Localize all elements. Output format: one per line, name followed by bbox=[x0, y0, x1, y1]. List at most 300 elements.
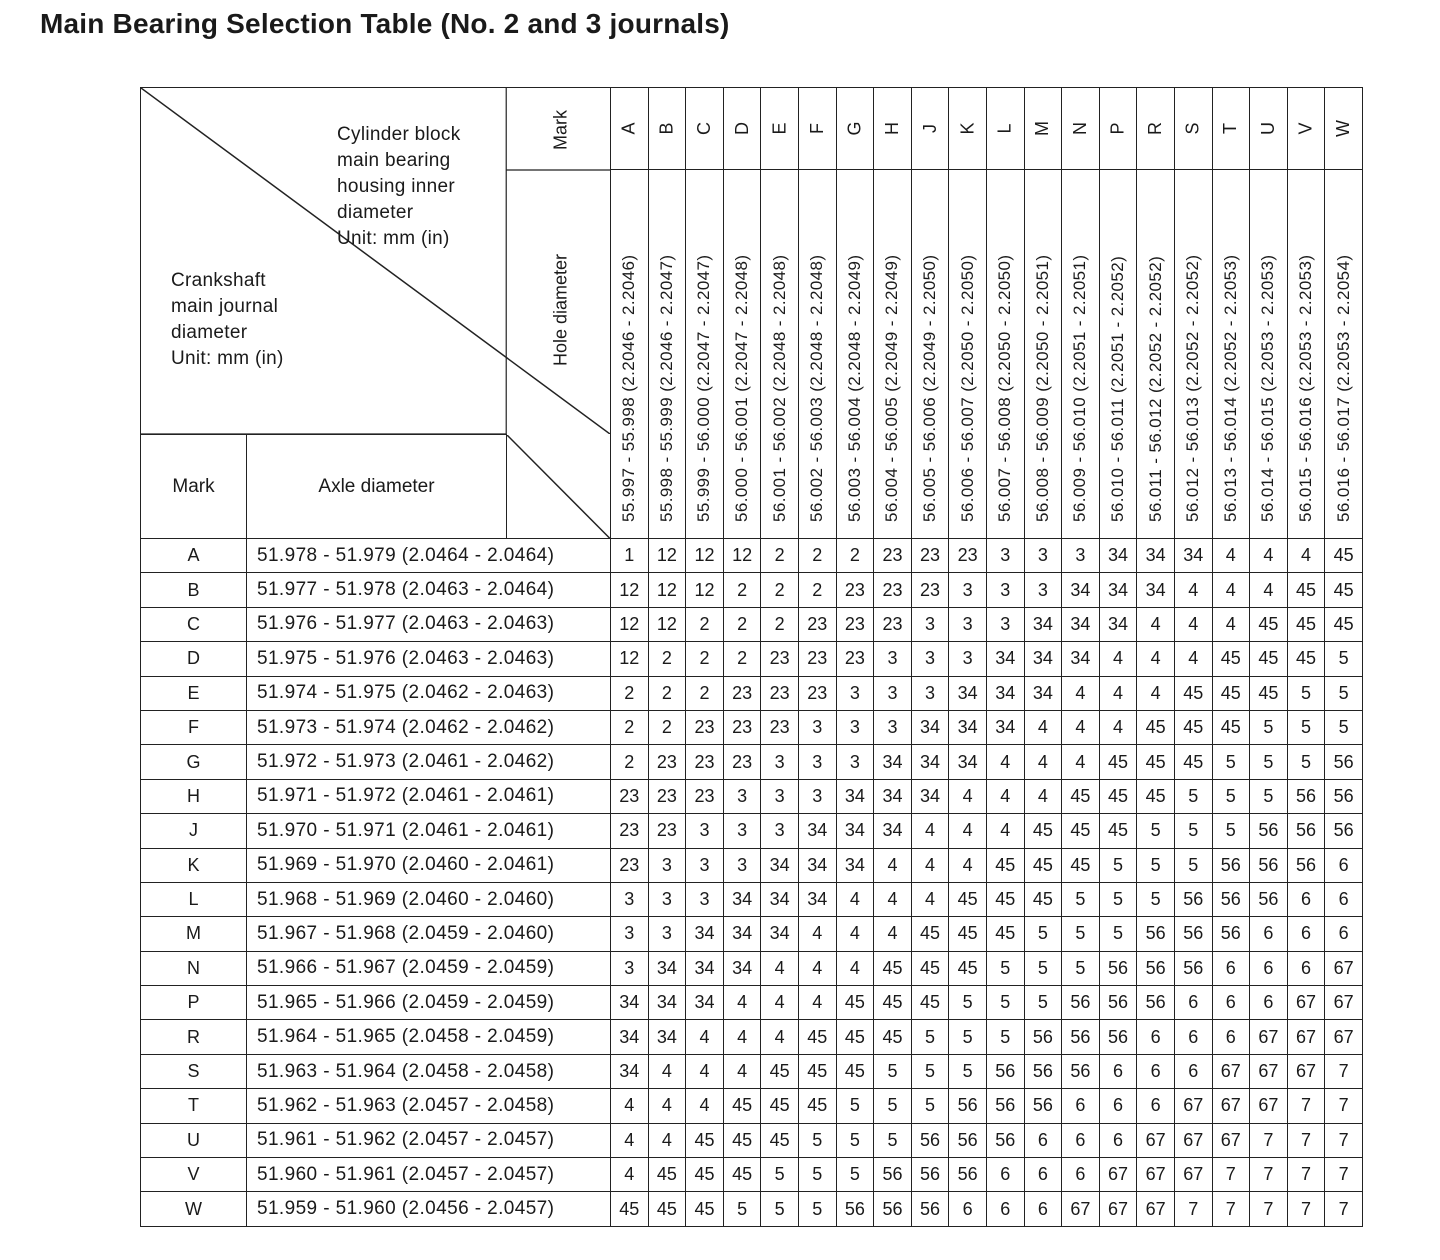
bearing-grade-cell: 34 bbox=[911, 779, 949, 813]
bearing-grade-cell: 4 bbox=[723, 1020, 761, 1054]
bearing-grade-cell: 6 bbox=[1099, 1123, 1137, 1157]
bearing-grade-cell: 6 bbox=[1250, 951, 1288, 985]
bearing-grade-cell: 3 bbox=[648, 882, 686, 916]
table-row bbox=[141, 539, 1363, 573]
corner-diagonal-tail bbox=[507, 435, 611, 539]
bearing-grade-cell: 5 bbox=[798, 1158, 836, 1192]
column-mark-text: T bbox=[1220, 123, 1241, 134]
bearing-grade-cell: 45 bbox=[836, 1020, 874, 1054]
bearing-grade-cell: 6 bbox=[1174, 1054, 1212, 1088]
bearing-grade-cell: 45 bbox=[1024, 882, 1062, 916]
bearing-grade-cell: 4 bbox=[1287, 539, 1325, 573]
bearing-grade-cell: 3 bbox=[874, 642, 912, 676]
bearing-grade-cell: 4 bbox=[798, 951, 836, 985]
row-mark: W bbox=[141, 1192, 247, 1226]
bearing-grade-cell: 6 bbox=[1287, 882, 1325, 916]
bearing-grade-cell: 5 bbox=[1024, 986, 1062, 1020]
bearing-grade-cell: 4 bbox=[1250, 539, 1288, 573]
bearing-grade-cell: 67 bbox=[1325, 951, 1363, 985]
bearing-grade-cell: 23 bbox=[836, 607, 874, 641]
bearing-grade-cell: 45 bbox=[723, 1123, 761, 1157]
bearing-grade-cell: 4 bbox=[1212, 539, 1250, 573]
row-axle-diameter: 51.970 - 51.971 (2.0461 - 2.0461) bbox=[247, 814, 611, 848]
bearing-grade-cell: 5 bbox=[911, 1054, 949, 1088]
cylinder-lines-line: diameter bbox=[337, 202, 414, 223]
bearing-grade-cell: 3 bbox=[874, 710, 912, 744]
bearing-grade-cell: 34 bbox=[611, 986, 649, 1020]
column-mark-text: U bbox=[1257, 122, 1278, 135]
bearing-grade-cell: 4 bbox=[1174, 642, 1212, 676]
bearing-grade-cell: 45 bbox=[1250, 642, 1288, 676]
row-axle-diameter: 51.973 - 51.974 (2.0462 - 2.0462) bbox=[247, 710, 611, 744]
bearing-grade-cell: 5 bbox=[1325, 676, 1363, 710]
bearing-grade-cell: 34 bbox=[686, 951, 724, 985]
bearing-grade-cell: 2 bbox=[723, 642, 761, 676]
bearing-grade-cell: 45 bbox=[1325, 539, 1363, 573]
bearing-grade-cell: 45 bbox=[836, 1054, 874, 1088]
column-mark-text: L bbox=[994, 123, 1015, 134]
bearing-grade-cell: 4 bbox=[1212, 573, 1250, 607]
column-mark-header: Mark bbox=[550, 110, 571, 150]
row-mark: L bbox=[141, 882, 247, 916]
bearing-grade-cell: 4 bbox=[986, 779, 1024, 813]
bearing-grade-cell: 23 bbox=[686, 745, 724, 779]
bearing-grade-cell: 4 bbox=[1174, 573, 1212, 607]
row-axle-diameter: 51.961 - 51.962 (2.0457 - 2.0457) bbox=[247, 1123, 611, 1157]
bearing-grade-cell: 4 bbox=[1099, 642, 1137, 676]
bearing-grade-cell: 45 bbox=[911, 951, 949, 985]
bearing-grade-cell: 34 bbox=[986, 676, 1024, 710]
bearing-grade-cell: 6 bbox=[949, 1192, 987, 1226]
bearing-grade-cell: 45 bbox=[723, 1089, 761, 1123]
bearing-grade-cell: 5 bbox=[1212, 779, 1250, 813]
bearing-grade-cell: 45 bbox=[1287, 573, 1325, 607]
row-mark: S bbox=[141, 1054, 247, 1088]
bearing-grade-cell: 3 bbox=[911, 676, 949, 710]
bearing-grade-cell: 34 bbox=[723, 882, 761, 916]
bearing-grade-cell: 5 bbox=[1062, 917, 1100, 951]
bearing-grade-cell: 45 bbox=[686, 1123, 724, 1157]
row-axle-diameter: 51.963 - 51.964 (2.0458 - 2.0458) bbox=[247, 1054, 611, 1088]
bearing-grade-cell: 56 bbox=[1325, 779, 1363, 813]
column-hole-diameter-r bbox=[1137, 170, 1175, 539]
column-mark-d bbox=[723, 88, 761, 170]
crankshaft-label bbox=[171, 268, 284, 372]
bearing-grade-cell: 56 bbox=[1024, 1089, 1062, 1123]
row-mark: C bbox=[141, 607, 247, 641]
bearing-grade-cell: 56 bbox=[1212, 917, 1250, 951]
row-mark: J bbox=[141, 814, 247, 848]
column-hole-diameter-text: 56.002 - 56.003 (2.2048 - 2.2048) bbox=[807, 254, 827, 522]
bearing-grade-cell: 67 bbox=[1212, 1123, 1250, 1157]
bearing-grade-cell: 6 bbox=[1287, 951, 1325, 985]
bearing-grade-cell: 34 bbox=[723, 917, 761, 951]
bearing-grade-cell: 45 bbox=[723, 1158, 761, 1192]
column-hole-diameter-text: 55.997 - 55.998 (2.2046 - 2.2046) bbox=[619, 254, 639, 522]
column-hole-diameter-p bbox=[1099, 170, 1137, 539]
bearing-grade-cell: 56 bbox=[1062, 1020, 1100, 1054]
bearing-grade-cell: 4 bbox=[648, 1054, 686, 1088]
bearing-grade-cell: 45 bbox=[798, 1020, 836, 1054]
row-axle-diameter: 51.966 - 51.967 (2.0459 - 2.0459) bbox=[247, 951, 611, 985]
bearing-grade-cell: 23 bbox=[911, 539, 949, 573]
bearing-grade-cell: 45 bbox=[761, 1054, 799, 1088]
bearing-grade-cell: 4 bbox=[1062, 745, 1100, 779]
column-hole-diameter-text: 56.000 - 56.001 (2.2047 - 2.2048) bbox=[732, 254, 752, 522]
cylinder-lines-line: Cylinder block bbox=[337, 124, 461, 145]
column-hole-diameter-d bbox=[723, 170, 761, 539]
column-mark-text: B bbox=[656, 122, 677, 135]
column-mark-text: S bbox=[1182, 122, 1203, 135]
bearing-grade-cell: 34 bbox=[686, 917, 724, 951]
bearing-grade-cell: 23 bbox=[761, 676, 799, 710]
column-hole-diameter-text: 56.007 - 56.008 (2.2050 - 2.2050) bbox=[995, 254, 1015, 522]
bearing-grade-cell: 6 bbox=[1325, 848, 1363, 882]
bearing-grade-cell: 67 bbox=[1137, 1123, 1175, 1157]
table-row bbox=[141, 1192, 1363, 1226]
bearing-grade-cell: 3 bbox=[798, 710, 836, 744]
bearing-grade-cell: 45 bbox=[648, 1192, 686, 1226]
row-axle-diameter: 51.962 - 51.963 (2.0457 - 2.0458) bbox=[247, 1089, 611, 1123]
column-mark-w bbox=[1325, 88, 1363, 170]
bearing-grade-cell: 56 bbox=[1287, 848, 1325, 882]
bearing-grade-cell: 7 bbox=[1287, 1192, 1325, 1226]
bearing-grade-cell: 7 bbox=[1325, 1123, 1363, 1157]
cylinder-lines-line: housing inner bbox=[337, 176, 455, 197]
table-row bbox=[141, 607, 1363, 641]
bearing-grade-cell: 4 bbox=[798, 917, 836, 951]
bearing-grade-cell: 4 bbox=[1062, 676, 1100, 710]
bearing-grade-cell: 56 bbox=[1099, 951, 1137, 985]
bearing-grade-cell: 67 bbox=[1250, 1089, 1288, 1123]
bearing-grade-cell: 4 bbox=[1137, 607, 1175, 641]
bearing-grade-cell: 56 bbox=[1137, 986, 1175, 1020]
bearing-grade-cell: 67 bbox=[1062, 1192, 1100, 1226]
bearing-grade-cell: 7 bbox=[1212, 1192, 1250, 1226]
row-axle-diameter: 51.960 - 51.961 (2.0457 - 2.0457) bbox=[247, 1158, 611, 1192]
bearing-grade-cell: 34 bbox=[798, 882, 836, 916]
bearing-grade-cell: 45 bbox=[1250, 607, 1288, 641]
bearing-grade-cell: 45 bbox=[1099, 745, 1137, 779]
bearing-grade-cell: 4 bbox=[836, 917, 874, 951]
column-hole-diameter-text: 56.010 - 56.011 (2.2051 - 2.2052) bbox=[1108, 255, 1128, 522]
column-mark-text: H bbox=[881, 122, 902, 135]
bearing-grade-cell: 56 bbox=[911, 1158, 949, 1192]
bearing-grade-cell: 67 bbox=[1287, 986, 1325, 1020]
bearing-grade-cell: 56 bbox=[1250, 882, 1288, 916]
bearing-grade-cell: 12 bbox=[723, 539, 761, 573]
bearing-grade-cell: 4 bbox=[836, 882, 874, 916]
column-hole-diameter-text: 56.001 - 56.002 (2.2048 - 2.2048) bbox=[769, 254, 789, 522]
bearing-grade-cell: 7 bbox=[1174, 1192, 1212, 1226]
column-mark-text: R bbox=[1145, 122, 1166, 135]
bearing-grade-cell: 4 bbox=[874, 848, 912, 882]
cylinder-lines-line: Unit: mm (in) bbox=[337, 228, 450, 249]
bearing-grade-cell: 45 bbox=[761, 1123, 799, 1157]
crank-lines-line: Crankshaft bbox=[171, 270, 266, 291]
bearing-grade-cell: 2 bbox=[686, 642, 724, 676]
bearing-grade-cell: 3 bbox=[911, 607, 949, 641]
bearing-grade-cell: 12 bbox=[611, 607, 649, 641]
page-title: Main Bearing Selection Table (No. 2 and 3 journals) bbox=[40, 8, 730, 39]
bearing-grade-cell: 2 bbox=[648, 676, 686, 710]
bearing-grade-cell: 5 bbox=[1250, 779, 1288, 813]
column-hole-diameter-n bbox=[1062, 170, 1100, 539]
bearing-grade-cell: 5 bbox=[1174, 848, 1212, 882]
bearing-grade-cell: 67 bbox=[1212, 1054, 1250, 1088]
column-mark-n bbox=[1062, 88, 1100, 170]
bearing-grade-cell: 3 bbox=[836, 710, 874, 744]
column-mark-text: J bbox=[919, 124, 940, 133]
bearing-grade-cell: 56 bbox=[949, 1158, 987, 1192]
bearing-grade-cell: 23 bbox=[686, 710, 724, 744]
bearing-grade-cell: 34 bbox=[686, 986, 724, 1020]
bearing-grade-cell: 45 bbox=[986, 882, 1024, 916]
bearing-grade-cell: 56 bbox=[836, 1192, 874, 1226]
bearing-grade-cell: 3 bbox=[723, 779, 761, 813]
bearing-grade-cell: 3 bbox=[836, 676, 874, 710]
row-mark: F bbox=[141, 710, 247, 744]
bearing-grade-cell: 2 bbox=[611, 710, 649, 744]
row-mark: U bbox=[141, 1123, 247, 1157]
bearing-grade-cell: 56 bbox=[911, 1123, 949, 1157]
bearing-grade-cell: 56 bbox=[1174, 917, 1212, 951]
bearing-grade-cell: 34 bbox=[761, 848, 799, 882]
table-row bbox=[141, 1089, 1363, 1123]
bearing-grade-cell: 4 bbox=[949, 848, 987, 882]
bearing-grade-cell: 67 bbox=[1325, 986, 1363, 1020]
column-mark-v bbox=[1287, 88, 1325, 170]
bearing-grade-cell: 34 bbox=[611, 1020, 649, 1054]
bearing-grade-cell: 23 bbox=[686, 779, 724, 813]
table-row bbox=[141, 710, 1363, 744]
bearing-grade-cell: 4 bbox=[761, 1020, 799, 1054]
bearing-grade-cell: 1 bbox=[611, 539, 649, 573]
bearing-grade-cell: 3 bbox=[949, 573, 987, 607]
column-hole-diameter-text: 56.012 - 56.013 (2.2052 - 2.2052) bbox=[1183, 254, 1203, 522]
column-mark-e bbox=[761, 88, 799, 170]
column-mark-text: W bbox=[1333, 120, 1354, 137]
column-hole-diameter-text: 56.008 - 56.009 (2.2050 - 2.2051) bbox=[1032, 254, 1052, 522]
table-row bbox=[141, 882, 1363, 916]
bearing-grade-cell: 5 bbox=[986, 1020, 1024, 1054]
bearing-grade-cell: 5 bbox=[761, 1192, 799, 1226]
row-mark: V bbox=[141, 1158, 247, 1192]
column-mark-a bbox=[611, 88, 649, 170]
bearing-grade-cell: 3 bbox=[874, 676, 912, 710]
bearing-grade-cell: 2 bbox=[798, 539, 836, 573]
column-hole-diameter-text: 56.016 - 56.017 (2.2053 - 2.2054) bbox=[1333, 254, 1353, 522]
diagonal-tail-line bbox=[507, 435, 610, 539]
row-mark: N bbox=[141, 951, 247, 985]
bearing-grade-cell: 7 bbox=[1287, 1089, 1325, 1123]
row-axle-diameter: 51.968 - 51.969 (2.0460 - 2.0460) bbox=[247, 882, 611, 916]
bearing-grade-cell: 56 bbox=[986, 1089, 1024, 1123]
column-mark-text: N bbox=[1069, 122, 1090, 135]
bearing-grade-cell: 34 bbox=[611, 1054, 649, 1088]
bearing-grade-cell: 5 bbox=[1024, 951, 1062, 985]
bearing-grade-cell: 23 bbox=[611, 814, 649, 848]
bearing-grade-cell: 5 bbox=[1287, 710, 1325, 744]
column-hole-diameter-text: 56.006 - 56.007 (2.2050 - 2.2050) bbox=[957, 254, 977, 522]
bearing-grade-cell: 56 bbox=[1250, 814, 1288, 848]
row-mark: R bbox=[141, 1020, 247, 1054]
bearing-grade-cell: 7 bbox=[1250, 1192, 1288, 1226]
bearing-grade-cell: 12 bbox=[611, 642, 649, 676]
bearing-grade-cell: 4 bbox=[1062, 710, 1100, 744]
bearing-grade-cell: 4 bbox=[1250, 573, 1288, 607]
bearing-grade-cell: 45 bbox=[1174, 745, 1212, 779]
bearing-grade-cell: 45 bbox=[874, 1020, 912, 1054]
bearing-grade-cell: 23 bbox=[911, 573, 949, 607]
bearing-grade-cell: 56 bbox=[911, 1192, 949, 1226]
bearing-grade-cell: 34 bbox=[761, 917, 799, 951]
row-axle-diameter: 51.976 - 51.977 (2.0463 - 2.0463) bbox=[247, 607, 611, 641]
bearing-grade-cell: 45 bbox=[1062, 779, 1100, 813]
table-row bbox=[141, 779, 1363, 813]
row-mark: D bbox=[141, 642, 247, 676]
bearing-grade-cell: 67 bbox=[1099, 1158, 1137, 1192]
bearing-grade-cell: 23 bbox=[836, 573, 874, 607]
bearing-grade-cell: 7 bbox=[1325, 1158, 1363, 1192]
bearing-grade-cell: 4 bbox=[1212, 607, 1250, 641]
bearing-grade-cell: 5 bbox=[874, 1123, 912, 1157]
column-hole-diameter-s bbox=[1174, 170, 1212, 539]
bearing-grade-cell: 3 bbox=[611, 917, 649, 951]
row-mark: B bbox=[141, 573, 247, 607]
bearing-grade-cell: 5 bbox=[1325, 642, 1363, 676]
bearing-grade-cell: 45 bbox=[798, 1089, 836, 1123]
row-axle-diameter: 51.978 - 51.979 (2.0464 - 2.0464) bbox=[247, 539, 611, 573]
bearing-grade-cell: 45 bbox=[949, 882, 987, 916]
bearing-grade-cell: 4 bbox=[1099, 710, 1137, 744]
bearing-grade-cell: 5 bbox=[949, 1054, 987, 1088]
bearing-grade-cell: 34 bbox=[1024, 642, 1062, 676]
bearing-grade-cell: 23 bbox=[723, 745, 761, 779]
bearing-grade-cell: 12 bbox=[648, 539, 686, 573]
column-hole-diameter-l bbox=[986, 170, 1024, 539]
bearing-grade-cell: 7 bbox=[1250, 1123, 1288, 1157]
bearing-grade-cell: 45 bbox=[1287, 642, 1325, 676]
cylinder-lines-line: main bearing bbox=[337, 150, 451, 171]
bearing-grade-cell: 34 bbox=[1062, 642, 1100, 676]
bearing-grade-cell: 7 bbox=[1325, 1192, 1363, 1226]
table-row bbox=[141, 642, 1363, 676]
column-mark-t bbox=[1212, 88, 1250, 170]
bearing-grade-cell: 45 bbox=[1137, 710, 1175, 744]
column-hole-diameter-c bbox=[686, 170, 724, 539]
column-hole-diameter-m bbox=[1024, 170, 1062, 539]
bearing-grade-cell: 45 bbox=[1287, 607, 1325, 641]
bearing-grade-cell: 56 bbox=[1325, 814, 1363, 848]
bearing-grade-cell: 45 bbox=[1024, 814, 1062, 848]
bearing-grade-cell: 6 bbox=[1174, 986, 1212, 1020]
column-hole-diameter-text: 56.009 - 56.010 (2.2051 - 2.2051) bbox=[1070, 254, 1090, 522]
bearing-grade-cell: 5 bbox=[723, 1192, 761, 1226]
column-mark-text: K bbox=[957, 122, 978, 135]
table-corner-header bbox=[141, 88, 611, 435]
bearing-grade-cell: 45 bbox=[611, 1192, 649, 1226]
bearing-grade-cell: 67 bbox=[1325, 1020, 1363, 1054]
bearing-grade-cell: 2 bbox=[648, 642, 686, 676]
column-mark-s bbox=[1174, 88, 1212, 170]
bearing-grade-cell: 5 bbox=[1099, 882, 1137, 916]
bearing-grade-cell: 67 bbox=[1174, 1089, 1212, 1123]
bearing-grade-cell: 3 bbox=[611, 882, 649, 916]
bearing-grade-cell: 5 bbox=[1250, 745, 1288, 779]
bearing-grade-cell: 4 bbox=[648, 1089, 686, 1123]
bearing-grade-cell: 45 bbox=[686, 1158, 724, 1192]
column-mark-c bbox=[686, 88, 724, 170]
bearing-grade-cell: 56 bbox=[1287, 814, 1325, 848]
bearing-grade-cell: 34 bbox=[1099, 573, 1137, 607]
column-hole-diameter-text: 55.998 - 55.999 (2.2046 - 2.2047) bbox=[656, 254, 676, 522]
bearing-grade-cell: 45 bbox=[949, 917, 987, 951]
bearing-grade-cell: 34 bbox=[949, 745, 987, 779]
table-row bbox=[141, 986, 1363, 1020]
bearing-grade-cell: 12 bbox=[648, 573, 686, 607]
bearing-grade-cell: 4 bbox=[1099, 676, 1137, 710]
bearing-selection-table bbox=[140, 87, 1363, 1227]
bearing-grade-cell: 4 bbox=[949, 814, 987, 848]
bearing-grade-cell: 5 bbox=[761, 1158, 799, 1192]
table-row bbox=[141, 745, 1363, 779]
bearing-grade-cell: 6 bbox=[1099, 1054, 1137, 1088]
bearing-grade-cell: 3 bbox=[686, 848, 724, 882]
bearing-grade-cell: 4 bbox=[761, 951, 799, 985]
bearing-grade-cell: 4 bbox=[686, 1054, 724, 1088]
bearing-grade-cell: 45 bbox=[1062, 814, 1100, 848]
bearing-grade-cell: 56 bbox=[1062, 986, 1100, 1020]
bearing-grade-cell: 5 bbox=[1137, 848, 1175, 882]
column-mark-text: D bbox=[731, 122, 752, 135]
bearing-grade-cell: 2 bbox=[761, 607, 799, 641]
bearing-grade-cell: 34 bbox=[648, 951, 686, 985]
bearing-grade-cell: 6 bbox=[1024, 1192, 1062, 1226]
bearing-grade-cell: 23 bbox=[648, 745, 686, 779]
row-axle-diameter: 51.967 - 51.968 (2.0459 - 2.0460) bbox=[247, 917, 611, 951]
bearing-grade-cell: 34 bbox=[911, 710, 949, 744]
bearing-grade-cell: 5 bbox=[874, 1054, 912, 1088]
bearing-grade-cell: 6 bbox=[1062, 1089, 1100, 1123]
bearing-grade-cell: 5 bbox=[1287, 676, 1325, 710]
bearing-grade-cell: 3 bbox=[986, 573, 1024, 607]
bearing-grade-cell: 5 bbox=[1099, 917, 1137, 951]
bearing-grade-cell: 23 bbox=[611, 779, 649, 813]
bearing-grade-cell: 23 bbox=[798, 676, 836, 710]
bearing-grade-cell: 23 bbox=[874, 573, 912, 607]
bearing-grade-cell: 34 bbox=[798, 814, 836, 848]
bearing-grade-cell: 56 bbox=[1212, 882, 1250, 916]
bearing-grade-cell: 23 bbox=[611, 848, 649, 882]
column-hole-diameter-text: 56.003 - 56.004 (2.2048 - 2.2049) bbox=[844, 254, 864, 522]
bearing-grade-cell: 56 bbox=[874, 1192, 912, 1226]
bearing-grade-cell: 4 bbox=[611, 1123, 649, 1157]
bearing-grade-cell: 34 bbox=[1024, 607, 1062, 641]
bearing-grade-cell: 3 bbox=[1062, 539, 1100, 573]
row-mark: H bbox=[141, 779, 247, 813]
bearing-grade-cell: 3 bbox=[761, 779, 799, 813]
bearing-grade-cell: 67 bbox=[1212, 1089, 1250, 1123]
bearing-grade-cell: 2 bbox=[723, 573, 761, 607]
hole-diameter-header: Hole diameter bbox=[550, 253, 571, 367]
bearing-grade-cell: 56 bbox=[986, 1054, 1024, 1088]
bearing-grade-cell: 5 bbox=[1325, 710, 1363, 744]
bearing-grade-cell: 23 bbox=[761, 642, 799, 676]
row-mark: E bbox=[141, 676, 247, 710]
bearing-grade-cell: 45 bbox=[1212, 642, 1250, 676]
bearing-grade-cell: 56 bbox=[1099, 986, 1137, 1020]
